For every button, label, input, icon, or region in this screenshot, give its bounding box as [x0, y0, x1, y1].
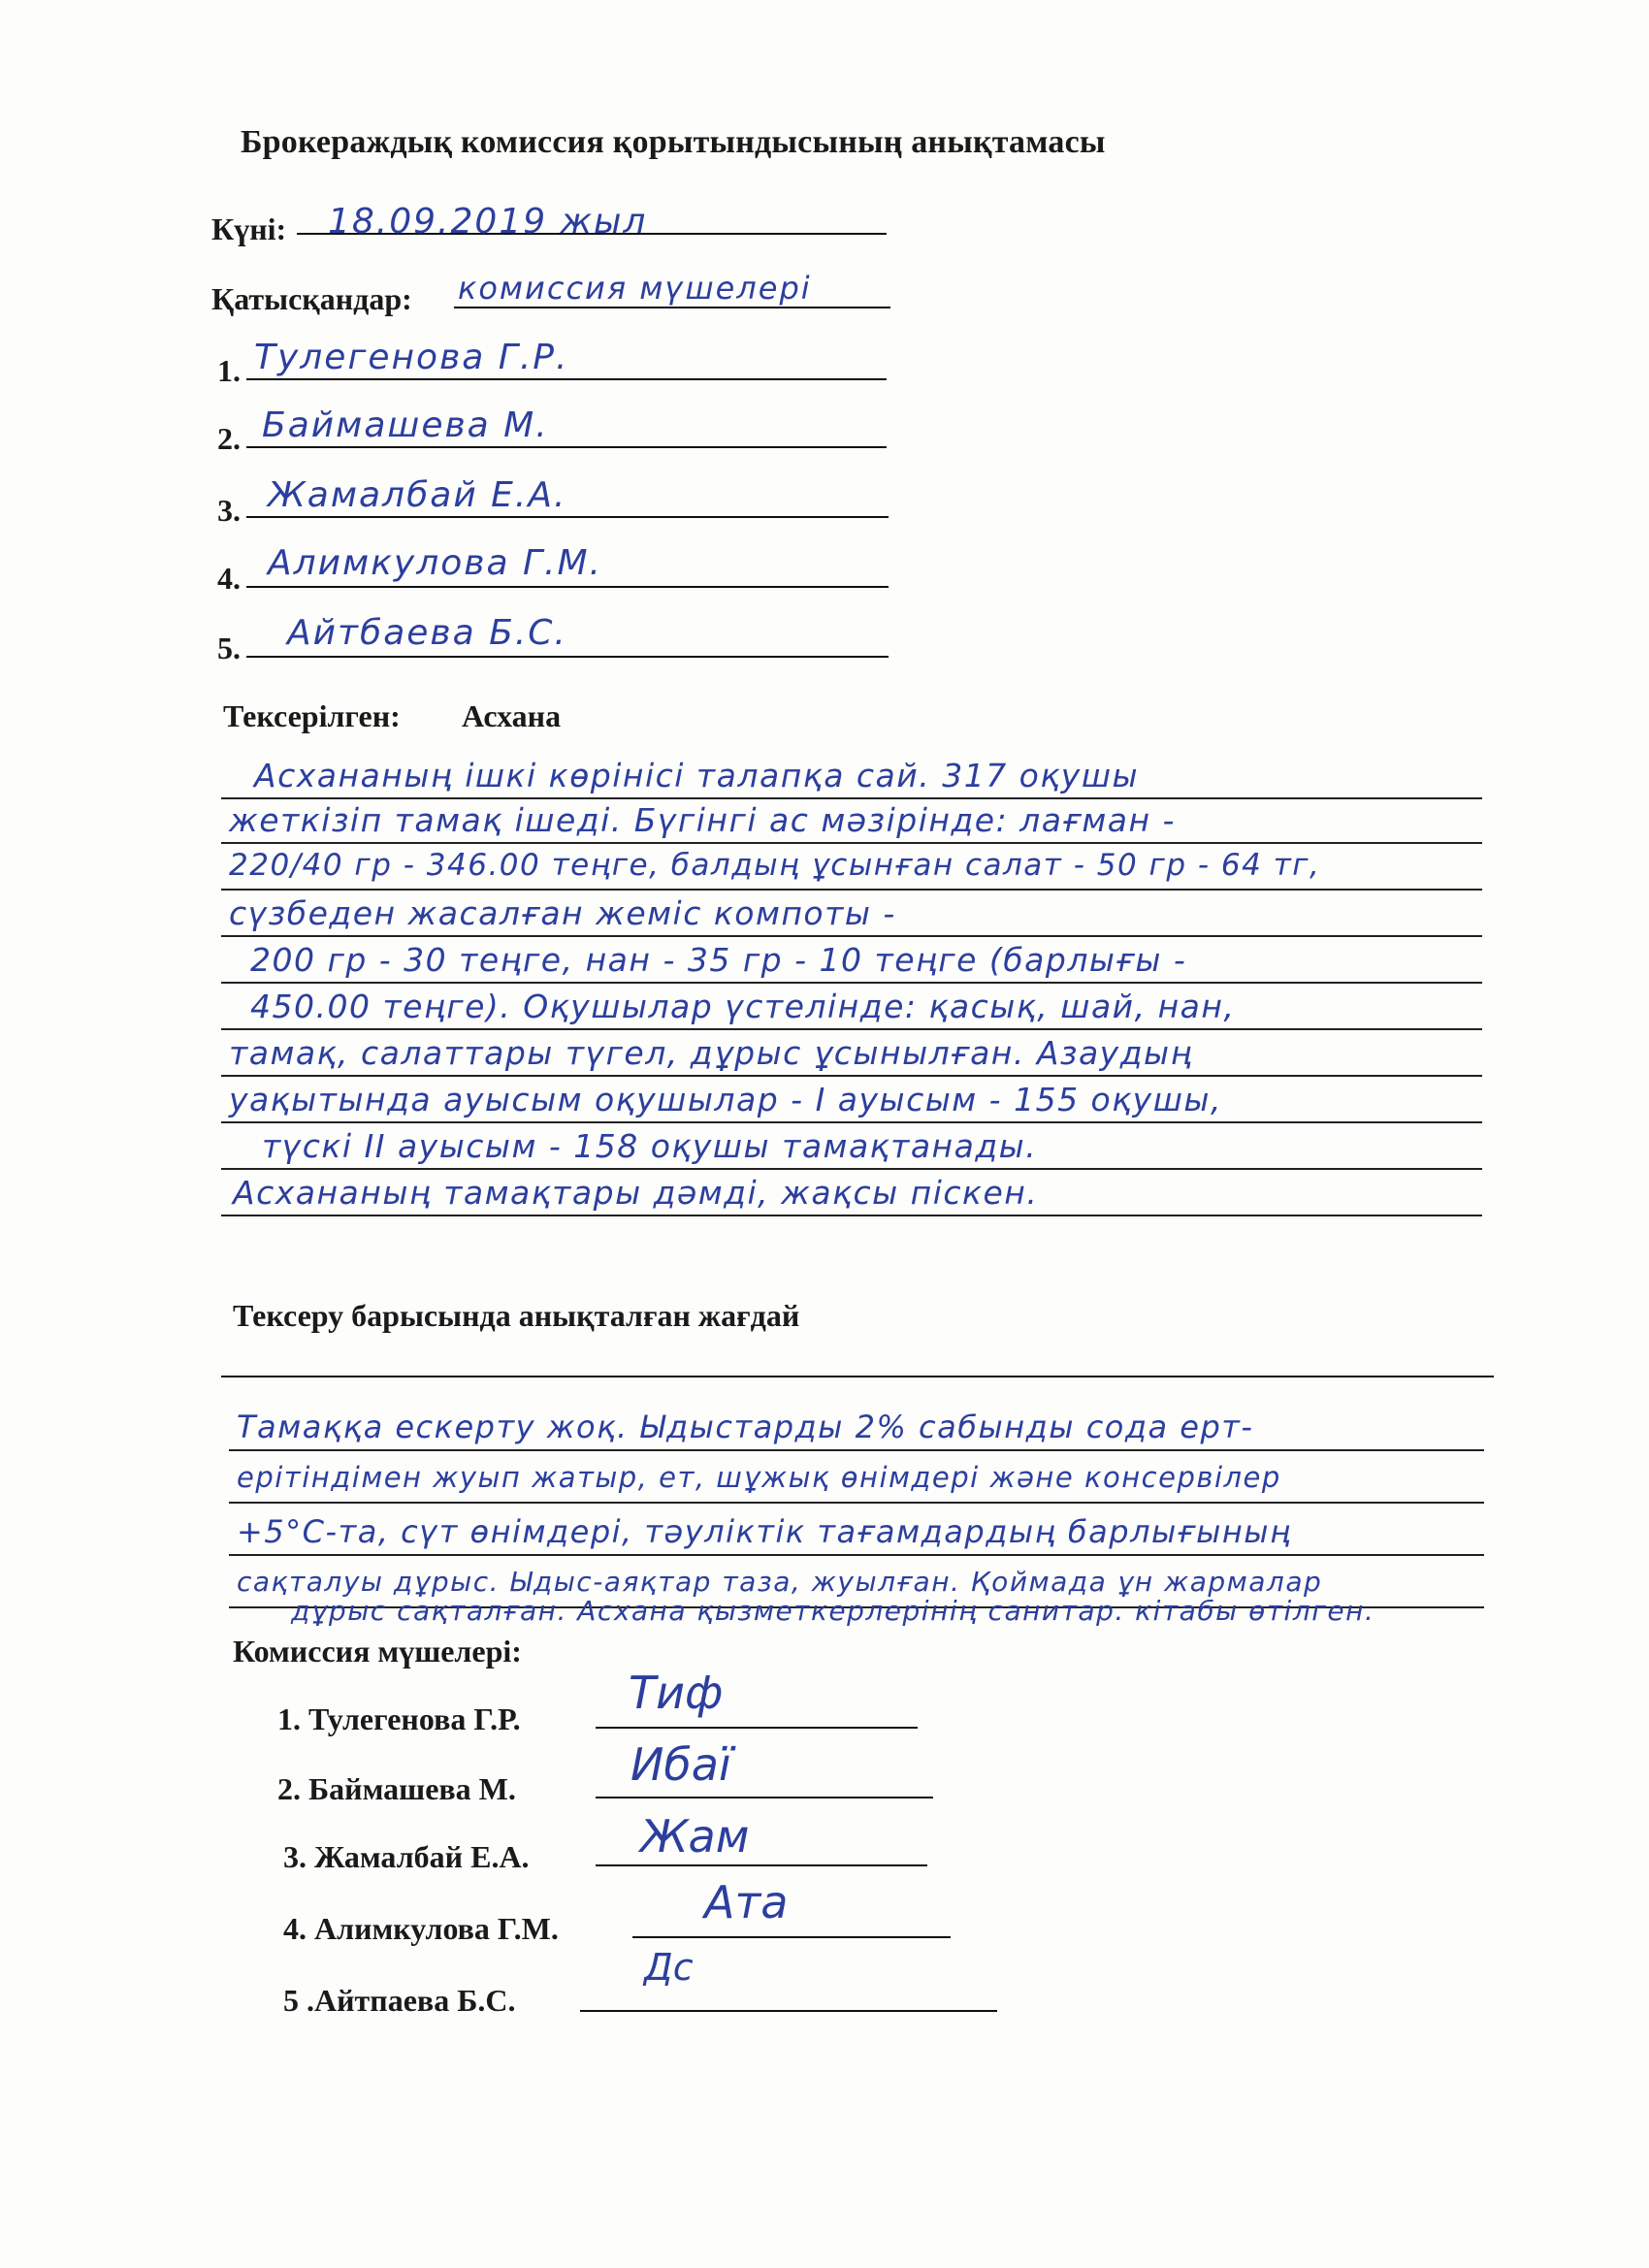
participant-underline	[246, 378, 887, 380]
member-name: 4. Алимкулова Г.М.	[283, 1911, 559, 1946]
notes-line: жеткізіп тамақ ішеді. Бүгінгі ас мәзірінде: лағман -	[229, 801, 1176, 839]
findings-line: сақталуы дұрыс. Ыдыс-аяқтар таза, жуылған. Қоймада ұн жармалар	[237, 1566, 1323, 1598]
notes-line: 450.00 теңге). Оқушылар үстелінде: қасық, шай, нан,	[250, 988, 1236, 1025]
signature-line	[596, 1797, 933, 1798]
participant-name: Алимкулова Г.М.	[268, 543, 602, 583]
participant-number: 5.	[217, 631, 241, 665]
notes-line: уақытында ауысым оқушылар - I ауысым - 155 оқушы,	[229, 1081, 1222, 1118]
inspected-object: Асхана	[462, 698, 562, 733]
members-label: Комиссия мүшелері:	[233, 1634, 522, 1669]
member-name: 1. Тулегенова Г.Р.	[277, 1701, 521, 1736]
notes-line: 220/40 гр - 346.00 теңге, балдың ұсынған салат - 50 гр - 64 тг,	[229, 848, 1321, 883]
document-title: Брокераждық комиссия қорытындысының анықтамасы	[241, 124, 1106, 160]
participants-label: Қатысқандар:	[211, 281, 412, 316]
notes-line: 200 гр - 30 теңге, нан - 35 гр - 10 теңге (барлығы -	[250, 941, 1187, 979]
notes-line: Асхананың ішкі көрінісі талапқа сай. 317 оқушы	[254, 757, 1140, 794]
participant-name: Тулегенова Г.Р.	[254, 338, 569, 377]
participant-underline	[246, 656, 889, 658]
findings-line: +5°С-та, сүт өнімдері, тәуліктік тағамдардың барлығының	[237, 1513, 1292, 1550]
participant-number: 4.	[217, 561, 241, 596]
participant-underline	[246, 586, 889, 588]
signature-mark: Ибаї	[630, 1738, 731, 1791]
notes-line: Асхананың тамақтары дәмді, жақсы піскен.	[233, 1174, 1039, 1212]
findings-label: Тексеру барысында анықталған жағдай	[233, 1298, 800, 1333]
notes-line: сүзбеден жасалған жеміс компоты -	[229, 894, 896, 932]
findings-line: дұрыс сақталған. Асхана қызметкерлерінің санитар. кітабы өтілген.	[291, 1595, 1375, 1627]
findings-line: Тамаққа ескерту жоқ. Ыдыстарды 2% сабынды сода ерт-	[237, 1409, 1254, 1445]
signature-mark: Дс	[644, 1946, 694, 1989]
findings-line: ерітіндімен жуып жатыр, ет, шұжық өнімдері және консервілер	[237, 1461, 1281, 1494]
participant-name: Жамалбай Е.А.	[268, 475, 567, 515]
inspected-label: Тексерілген:	[223, 698, 401, 733]
signature-mark: Тиф	[629, 1667, 724, 1719]
participant-underline	[246, 446, 887, 448]
date-label: Күні:	[211, 211, 287, 246]
participant-name: Баймашева М.	[262, 405, 549, 445]
member-name: 2. Баймашева М.	[277, 1771, 516, 1806]
participant-number: 2.	[217, 421, 241, 456]
participant-name: Айтбаева Б.С.	[287, 613, 567, 653]
date-value: 18.09.2019 жыл	[328, 202, 648, 242]
participants-value: комиссия мүшелері	[458, 270, 812, 307]
signature-line	[596, 1727, 918, 1729]
participants-underline	[454, 307, 890, 308]
signature-line	[596, 1864, 927, 1866]
notes-line: тамақ, салаттары түгел, дұрыс ұсынылған. Азаудың	[229, 1034, 1193, 1072]
participant-number: 3.	[217, 493, 241, 528]
notes-line: түскі II ауысым - 158 оқушы тамақтанады.	[262, 1127, 1038, 1165]
signature-line	[580, 2010, 997, 2012]
member-name: 5 .Айтпаева Б.С.	[283, 1983, 516, 2018]
signature-line	[632, 1936, 951, 1938]
signature-mark: Ата	[704, 1876, 789, 1928]
member-name: 3. Жамалбай Е.А.	[283, 1839, 530, 1874]
findings-top-rule	[221, 1376, 1494, 1377]
participant-number: 1.	[217, 353, 241, 388]
participant-underline	[246, 516, 889, 518]
signature-mark: Жам	[640, 1810, 750, 1863]
